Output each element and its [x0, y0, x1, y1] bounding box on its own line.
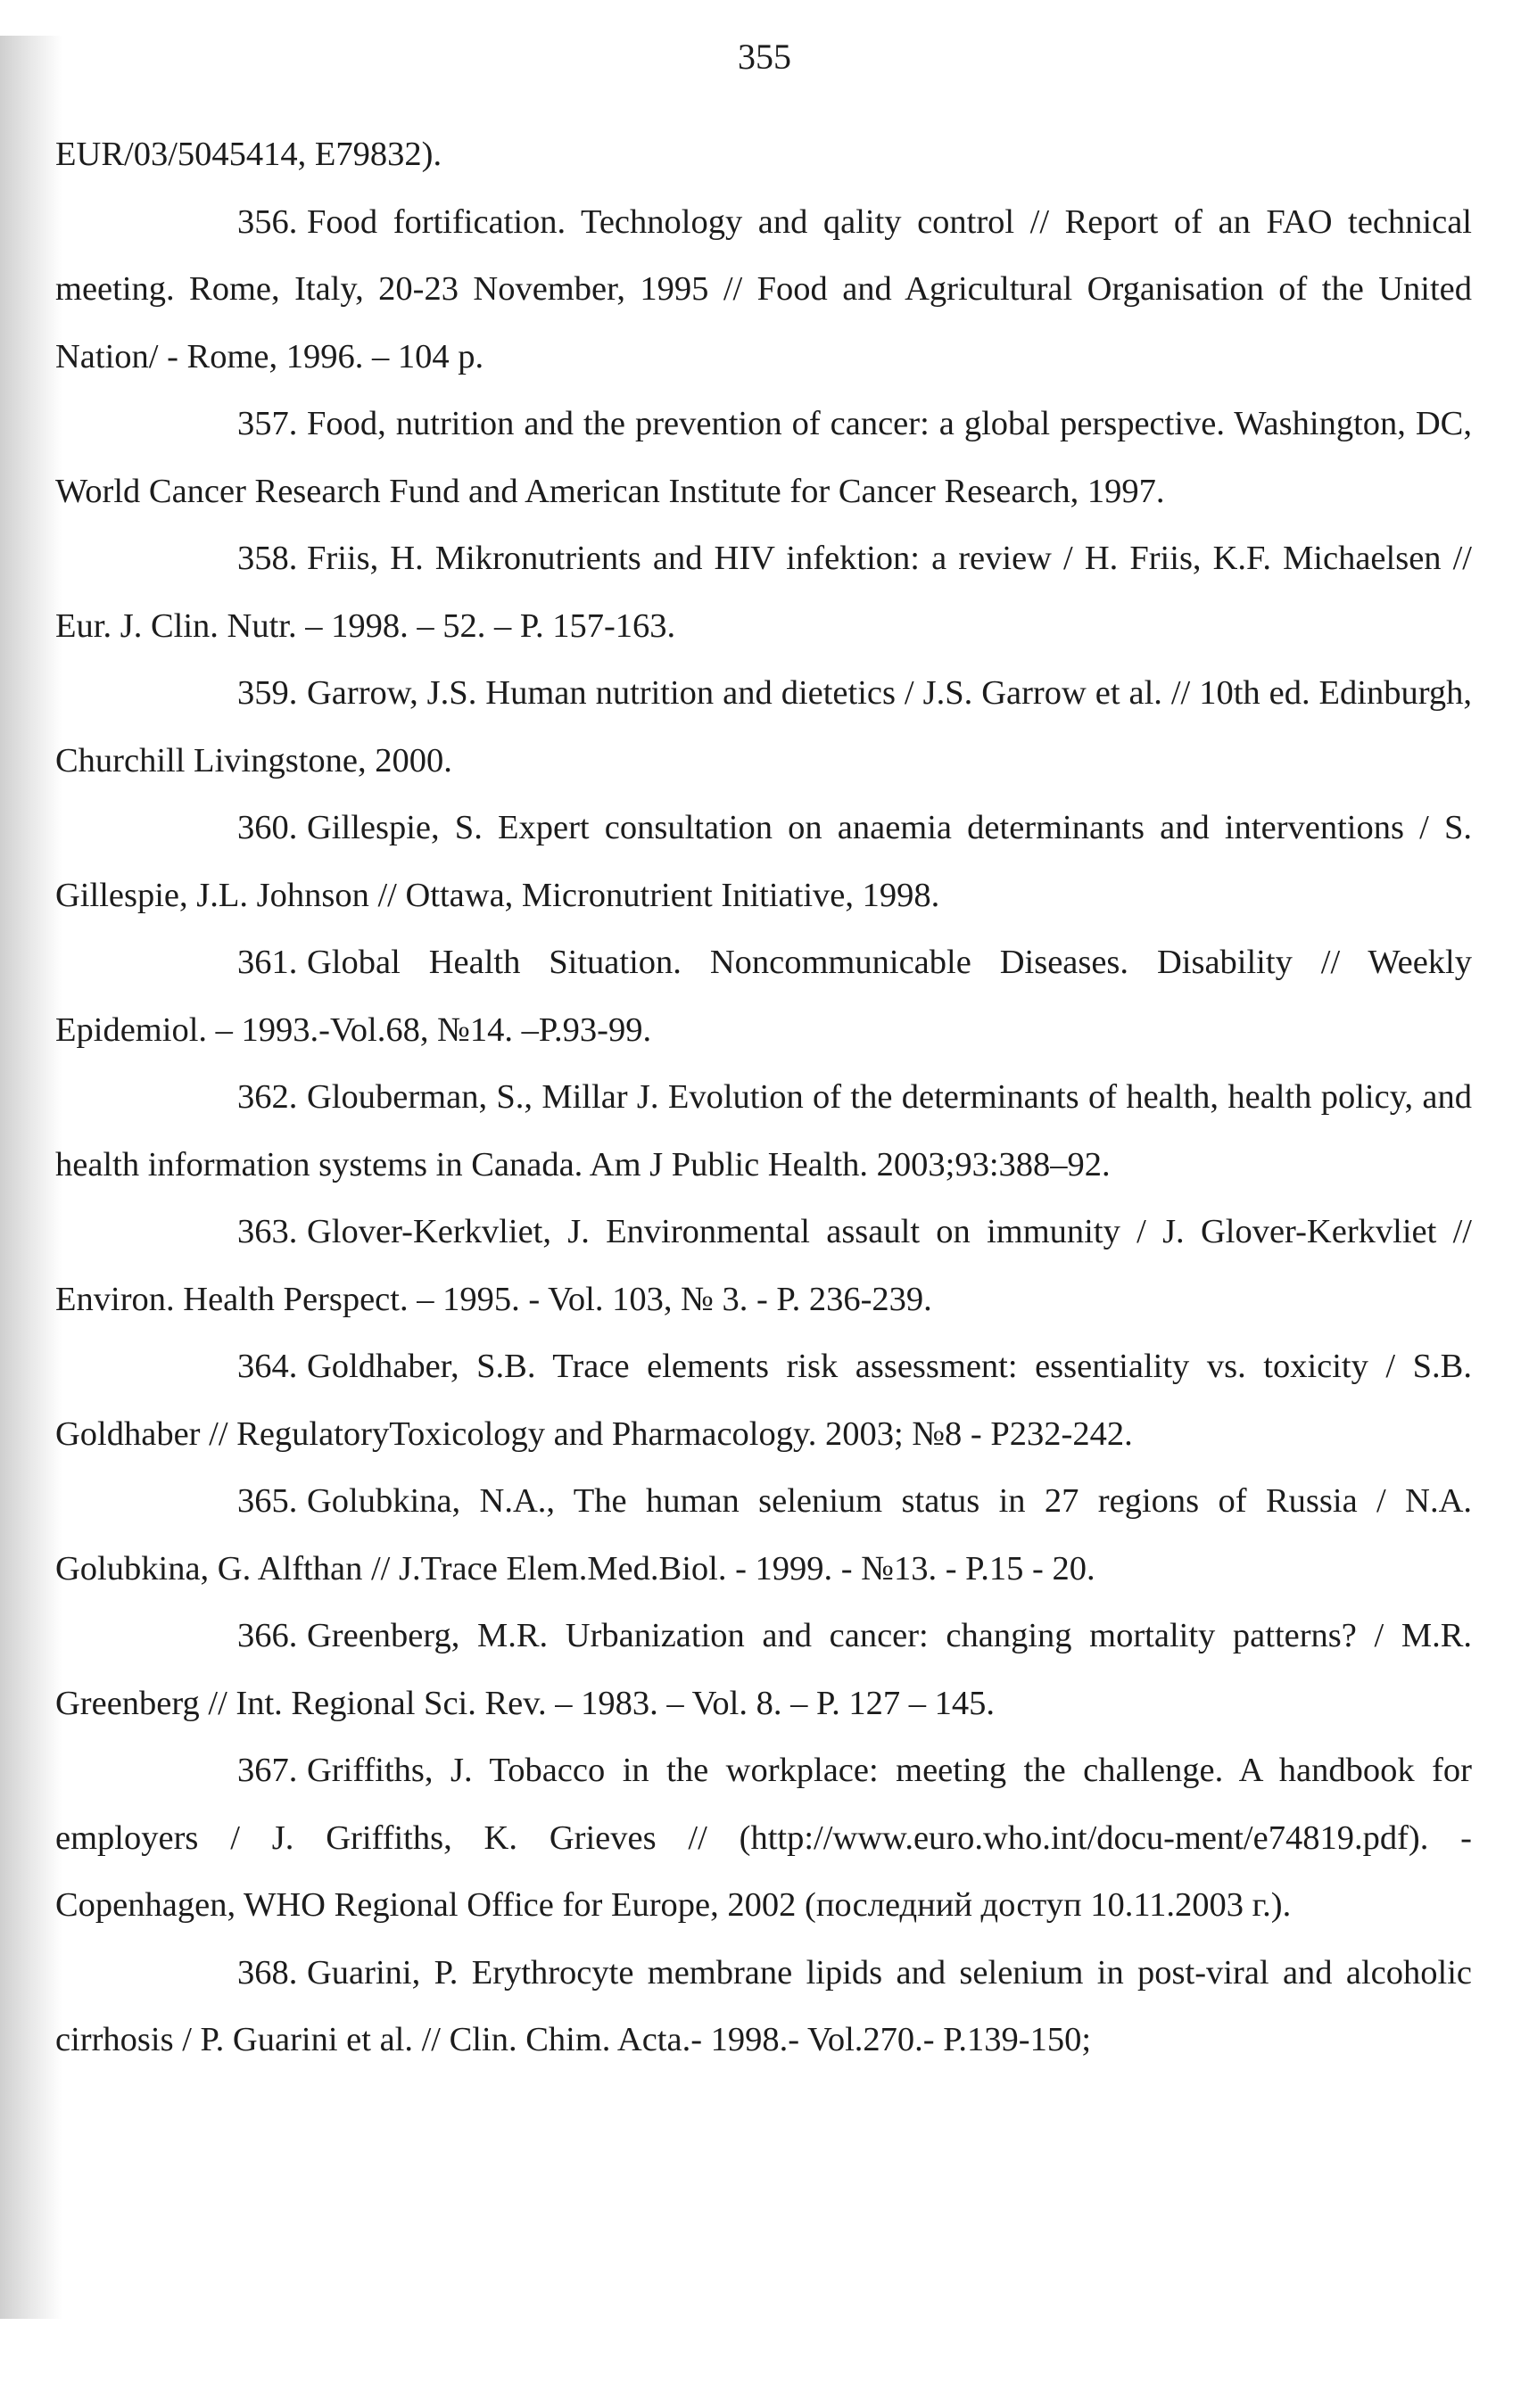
- reference-text: Glover-Kerkvliet, J. Environmental assault on immunity / J. Glover-Kerkvliet // Environ. Health Perspect. – 1995. - Vol. 103, № 3. - P. 236-239.: [55, 1213, 1472, 1318]
- reference-text: Glouberman, S., Millar J. Evolution of the determinants of health, health policy, and health information systems in Canada. Am J Public Health. 2003;93:388–92.: [55, 1078, 1472, 1183]
- reference-entry: [55, 1064, 1472, 1199]
- reference-entry: [55, 660, 1472, 795]
- reference-number: 357.: [237, 405, 298, 442]
- reference-entry: [55, 391, 1472, 525]
- reference-number: 356.: [237, 202, 298, 241]
- reference-entry: [55, 525, 1472, 660]
- reference-text: Guarini, P. Erythrocyte membrane lipids and selenium in post-viral and alcoholic cirrhosis / P. Guarini et al. // Clin. Chim. Acta.- 1998.- Vol.270.- P.139-150;: [55, 1953, 1472, 2058]
- reference-number: 364.: [237, 1348, 298, 1385]
- reference-entry: [55, 1940, 1472, 2074]
- reference-text: Golubkina, N.A., The human selenium status in 27 regions of Russia / N.A. Golubkina, G. Alfthan // J.Trace Elem.Med.Biol. - 1999. - №13. - P.15 - 20.: [55, 1482, 1472, 1587]
- reference-entry: [55, 1603, 1472, 1737]
- scan-shadow: [0, 36, 62, 2319]
- reference-text: Food, nutrition and the prevention of cancer: a global perspective. Washington, DC, World Cancer Research Fund and American Institute for Cancer Research, 1997.: [55, 405, 1472, 510]
- page-number: 355: [738, 37, 791, 77]
- reference-number: 362.: [237, 1078, 298, 1116]
- reference-text: Global Health Situation. Noncommunicable Diseases. Disability // Weekly Epidemiol. – 1993.-Vol.68, №14. –P.93-99.: [55, 944, 1472, 1049]
- reference-number: 363.: [237, 1213, 298, 1250]
- reference-entry: [55, 1333, 1472, 1468]
- reference-text: Goldhaber, S.B. Trace elements risk assessment: essentiality vs. toxicity / S.B. Goldhaber // RegulatoryToxicology and Pharmacology. 2003; №8 - P232-242.: [55, 1348, 1472, 1453]
- reference-number: 367.: [237, 1752, 298, 1789]
- reference-number: 358.: [237, 540, 298, 577]
- reference-number: 360.: [237, 809, 298, 846]
- reference-number: 365.: [237, 1482, 298, 1520]
- reference-entry: [55, 189, 1472, 392]
- reference-text: Friis, H. Mikronutrients and HIV infektion: a review / H. Friis, K.F. Michaelsen // Eur. J. Clin. Nutr. – 1998. – 52. – P. 157-163.: [55, 540, 1472, 645]
- reference-text: Food fortification. Technology and qality control // Report of an FAO technical meeting. Rome, Italy, 20-23 November, 1995 // Food and Agricultural Organisation of the United Nation/ - Rome, 1996. – 104 p.: [55, 202, 1472, 375]
- reference-entry: [55, 1199, 1472, 1333]
- reference-entry: [55, 1468, 1472, 1603]
- reference-text: Garrow, J.S. Human nutrition and dietetics / J.S. Garrow et al. // 10th ed. Edinburgh, Churchill Livingstone, 2000.: [55, 674, 1472, 779]
- reference-entry: [55, 1737, 1472, 1940]
- reference-text: Griffiths, J. Tobacco in the workplace: meeting the challenge. A handbook for employers / J. Griffiths, K. Grieves // (http://www.euro.who.int/docu-ment/e74819.pdf). - Copenhagen, WHO Regional Office for Europe, 2002 (последний доступ 10.11.2003 г.).: [55, 1752, 1472, 1924]
- reference-continuation: EUR/03/5045414, E79832).: [55, 136, 442, 173]
- reference-list: [55, 121, 1472, 2074]
- reference-number: 361.: [237, 944, 298, 981]
- reference-entry: [55, 795, 1472, 929]
- reference-number: 359.: [237, 674, 298, 712]
- reference-number: 366.: [237, 1617, 298, 1654]
- reference-entry: [55, 929, 1472, 1064]
- reference-number: 368.: [237, 1953, 298, 1992]
- reference-text: Gillespie, S. Expert consultation on anaemia determinants and interventions / S. Gillespie, J.L. Johnson // Ottawa, Micronutrient Initiative, 1998.: [55, 809, 1472, 914]
- reference-text: Greenberg, M.R. Urbanization and cancer: changing mortality patterns? / M.R. Greenberg // Int. Regional Sci. Rev. – 1983. – Vol. 8. – P. 127 – 145.: [55, 1617, 1472, 1722]
